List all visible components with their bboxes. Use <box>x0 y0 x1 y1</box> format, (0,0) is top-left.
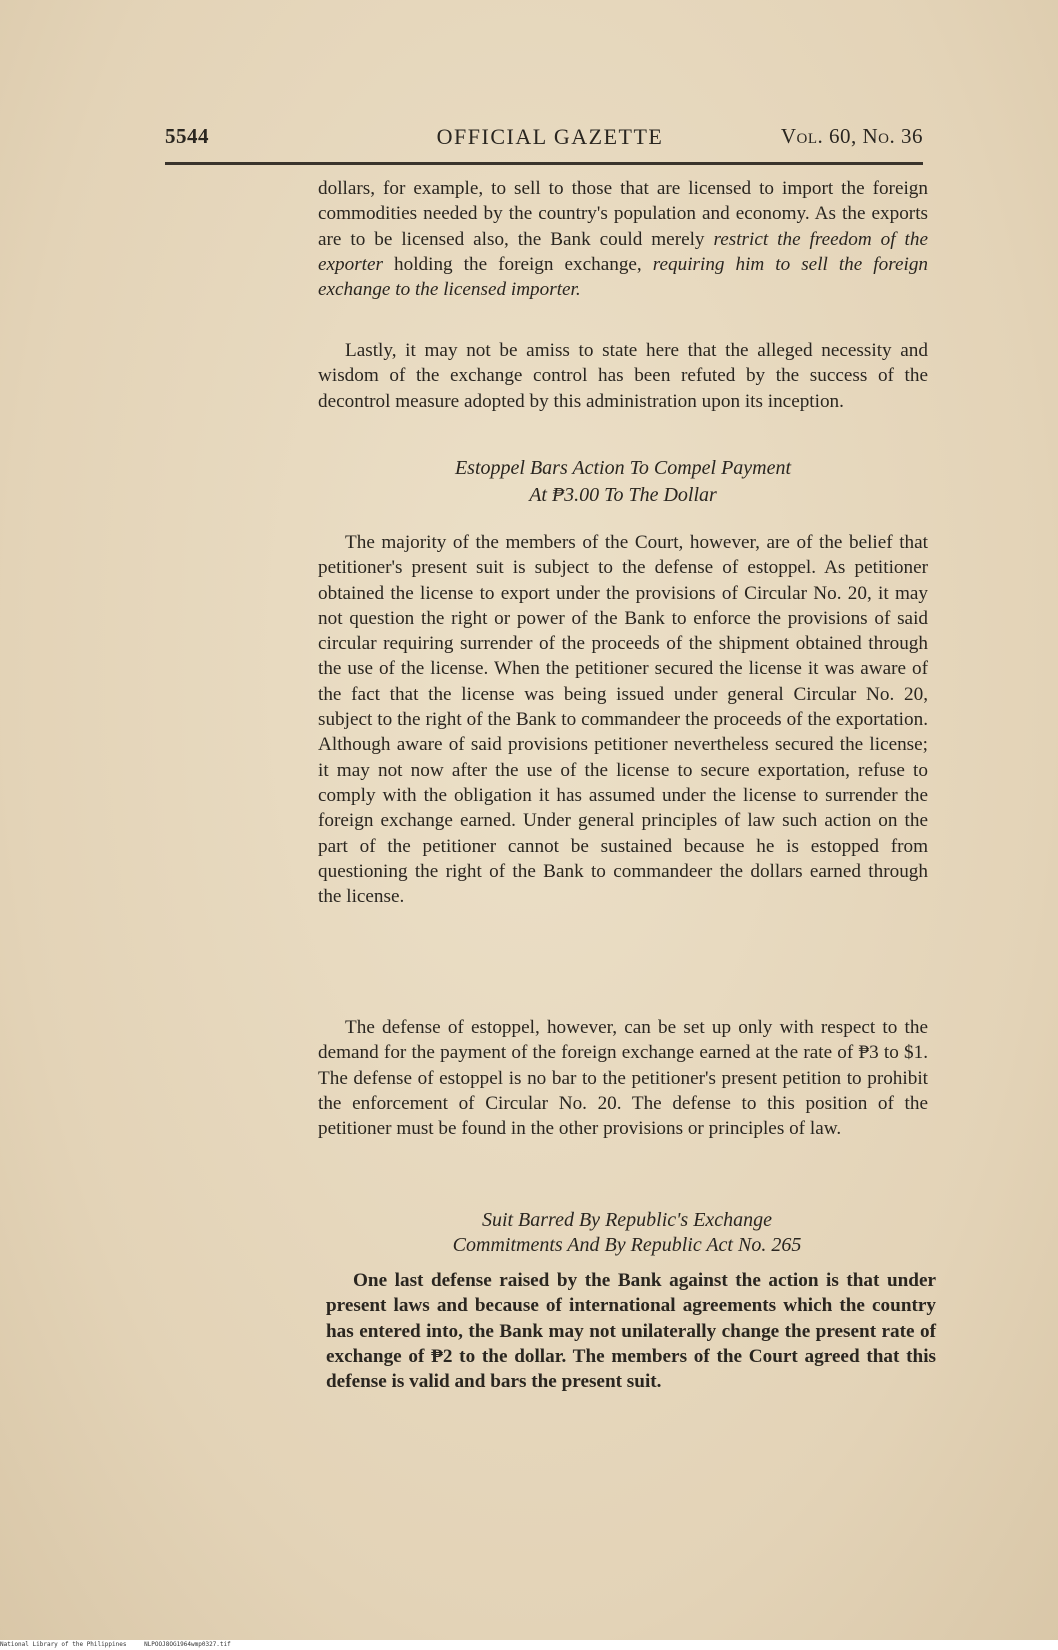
paragraph-1-mid: holding the foreign exchange, <box>383 253 653 275</box>
page-number: 5544 <box>165 124 209 148</box>
scan-footer <box>0 1640 1058 1650</box>
footer-filename: NLPOOJ8OG1964wmp0327.tif <box>144 1641 231 1648</box>
paragraph-3 <box>318 530 928 909</box>
paragraph-4-text: The defense of estoppel, however, can be set up only with respect to the demand for the payment of the foreign exchange earned at the rate of ₱3 to $1. The defense of estoppel is no bar to the petitioner's present petition to prohibit the enforcement of Circular No. 20. The defense to this position of the petitioner must be found in the other provisions or principles of law. <box>318 1017 928 1140</box>
section-heading-2 <box>322 1208 932 1259</box>
paragraph-4 <box>318 1015 928 1141</box>
paragraph-1-italic-a: restrict the freedom of the exporter <box>318 228 928 275</box>
volume-number: Vol. 60, No. 36 <box>780 124 923 148</box>
section-heading-2-line-1: Suit Barred By Republic's Exchange <box>481 1209 773 1231</box>
page-header <box>165 124 923 154</box>
paragraph-3-text: The majority of the members of the Court, however, are of the belief that petitioner's present suit is subject to the defense of estoppel. As petitioner obtained the license to export under the provisions of Circular No. 20, it may not question the right or power of the Bank to enforce the provisions of said circular requiring surrender of the proceeds of the shipment obtained through the use of the license. When the petitioner secured the license it was aware of the fact that the license was being issued under general Circular No. 20, subject to the right of the Bank to commandeer the proceeds of the exportation. Although aware of said provisions petitioner nevertheless secured the license; it may not now after the use of the license to secure exportation, refuse to comply with the obligation it has assumed under the license to surrender the foreign exchange earned. Under general principles of law such action on the part of the petitioner cannot be sustained because he is estopped from questioning the right of the Bank to commandeer the dollars earned through the license. <box>318 532 928 908</box>
header-rule <box>165 162 923 165</box>
paragraph-1-text: dollars, for example, to sell to those that are licensed to import the foreign commodities needed by the country's population and economy. As the exports are to be licensed also, the Bank could merely <box>318 178 928 250</box>
paragraph-1-italic-b: requiring him to sell the foreign exchange to the licensed importer. <box>318 253 929 301</box>
paragraph-2-text: Lastly, it may not be amiss to state here that the alleged necessity and wisdom of the exchange control has been refuted by the success of the decontrol measure adopted by this administration upon its inception. <box>318 340 928 412</box>
paragraph-1 <box>318 176 928 302</box>
section-heading-1-line-1: Estoppel Bars Action To Compel Payment <box>454 457 792 479</box>
section-heading-1-line-2: At ₱3.00 To The Dollar <box>529 484 717 507</box>
section-heading-2-line-2: Commitments And By Republic Act No. 265 <box>452 1234 802 1257</box>
paragraph-5 <box>326 1268 936 1394</box>
paragraph-2 <box>318 338 928 414</box>
section-heading-1 <box>318 456 928 509</box>
publication-title: OFFICIAL GAZETTE <box>436 124 664 149</box>
footer-source: National Library of the Philippines <box>0 1641 127 1648</box>
paragraph-5-text: One last defense raised by the Bank against the action is that under present laws and because of international agreements which the country has entered into, the Bank may not unilaterally change the present rate of exchange of ₱2 to the dollar. The members of the Court agreed that this defense is valid and bars the present suit. <box>326 1270 936 1393</box>
